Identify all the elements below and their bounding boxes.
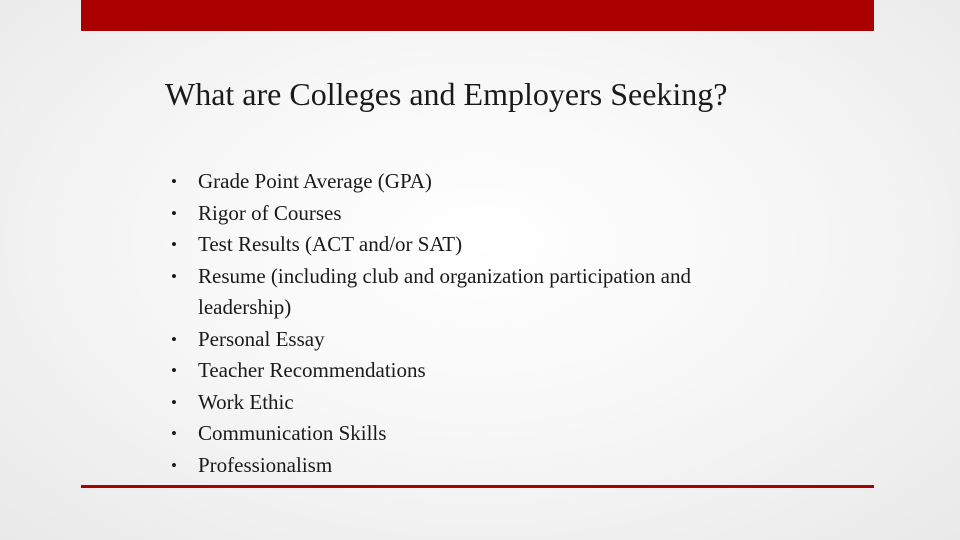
bullet-icon: • bbox=[171, 424, 177, 443]
bullet-text: Professionalism bbox=[198, 452, 333, 477]
bullet-icon: • bbox=[171, 203, 177, 223]
bullet-text: Personal Essay bbox=[198, 326, 325, 351]
list-item bbox=[171, 198, 771, 230]
list-item bbox=[171, 355, 771, 387]
bullet-text: Communication Skills bbox=[198, 421, 387, 445]
list-item bbox=[171, 450, 771, 482]
bullet-icon: • bbox=[171, 455, 177, 475]
bottom-divider bbox=[81, 485, 874, 488]
bullet-icon: • bbox=[171, 266, 177, 286]
list-item bbox=[171, 166, 771, 198]
bullet-text: Rigor of Courses bbox=[198, 200, 342, 225]
list-item bbox=[171, 261, 771, 324]
slide-title: What are Colleges and Employers Seeking? bbox=[165, 76, 728, 112]
bullet-text: Resume (including club and organization participation and leadership) bbox=[198, 263, 691, 319]
bullet-icon: • bbox=[171, 172, 177, 191]
bullet-text: Teacher Recommendations bbox=[198, 358, 426, 382]
bullet-text: Test Results (ACT and/or SAT) bbox=[198, 232, 463, 256]
bullet-icon: • bbox=[171, 392, 177, 412]
list-item bbox=[171, 229, 771, 261]
bullet-list bbox=[171, 166, 771, 481]
bullet-text: Grade Point Average (GPA) bbox=[198, 169, 432, 193]
bullet-icon: • bbox=[171, 329, 177, 349]
list-item bbox=[171, 387, 771, 419]
bullet-text: Work Ethic bbox=[198, 389, 294, 414]
top-accent-band bbox=[81, 0, 874, 31]
bullet-icon: • bbox=[171, 361, 177, 380]
list-item bbox=[171, 418, 771, 450]
list-item bbox=[171, 324, 771, 356]
bullet-icon: • bbox=[171, 235, 177, 254]
